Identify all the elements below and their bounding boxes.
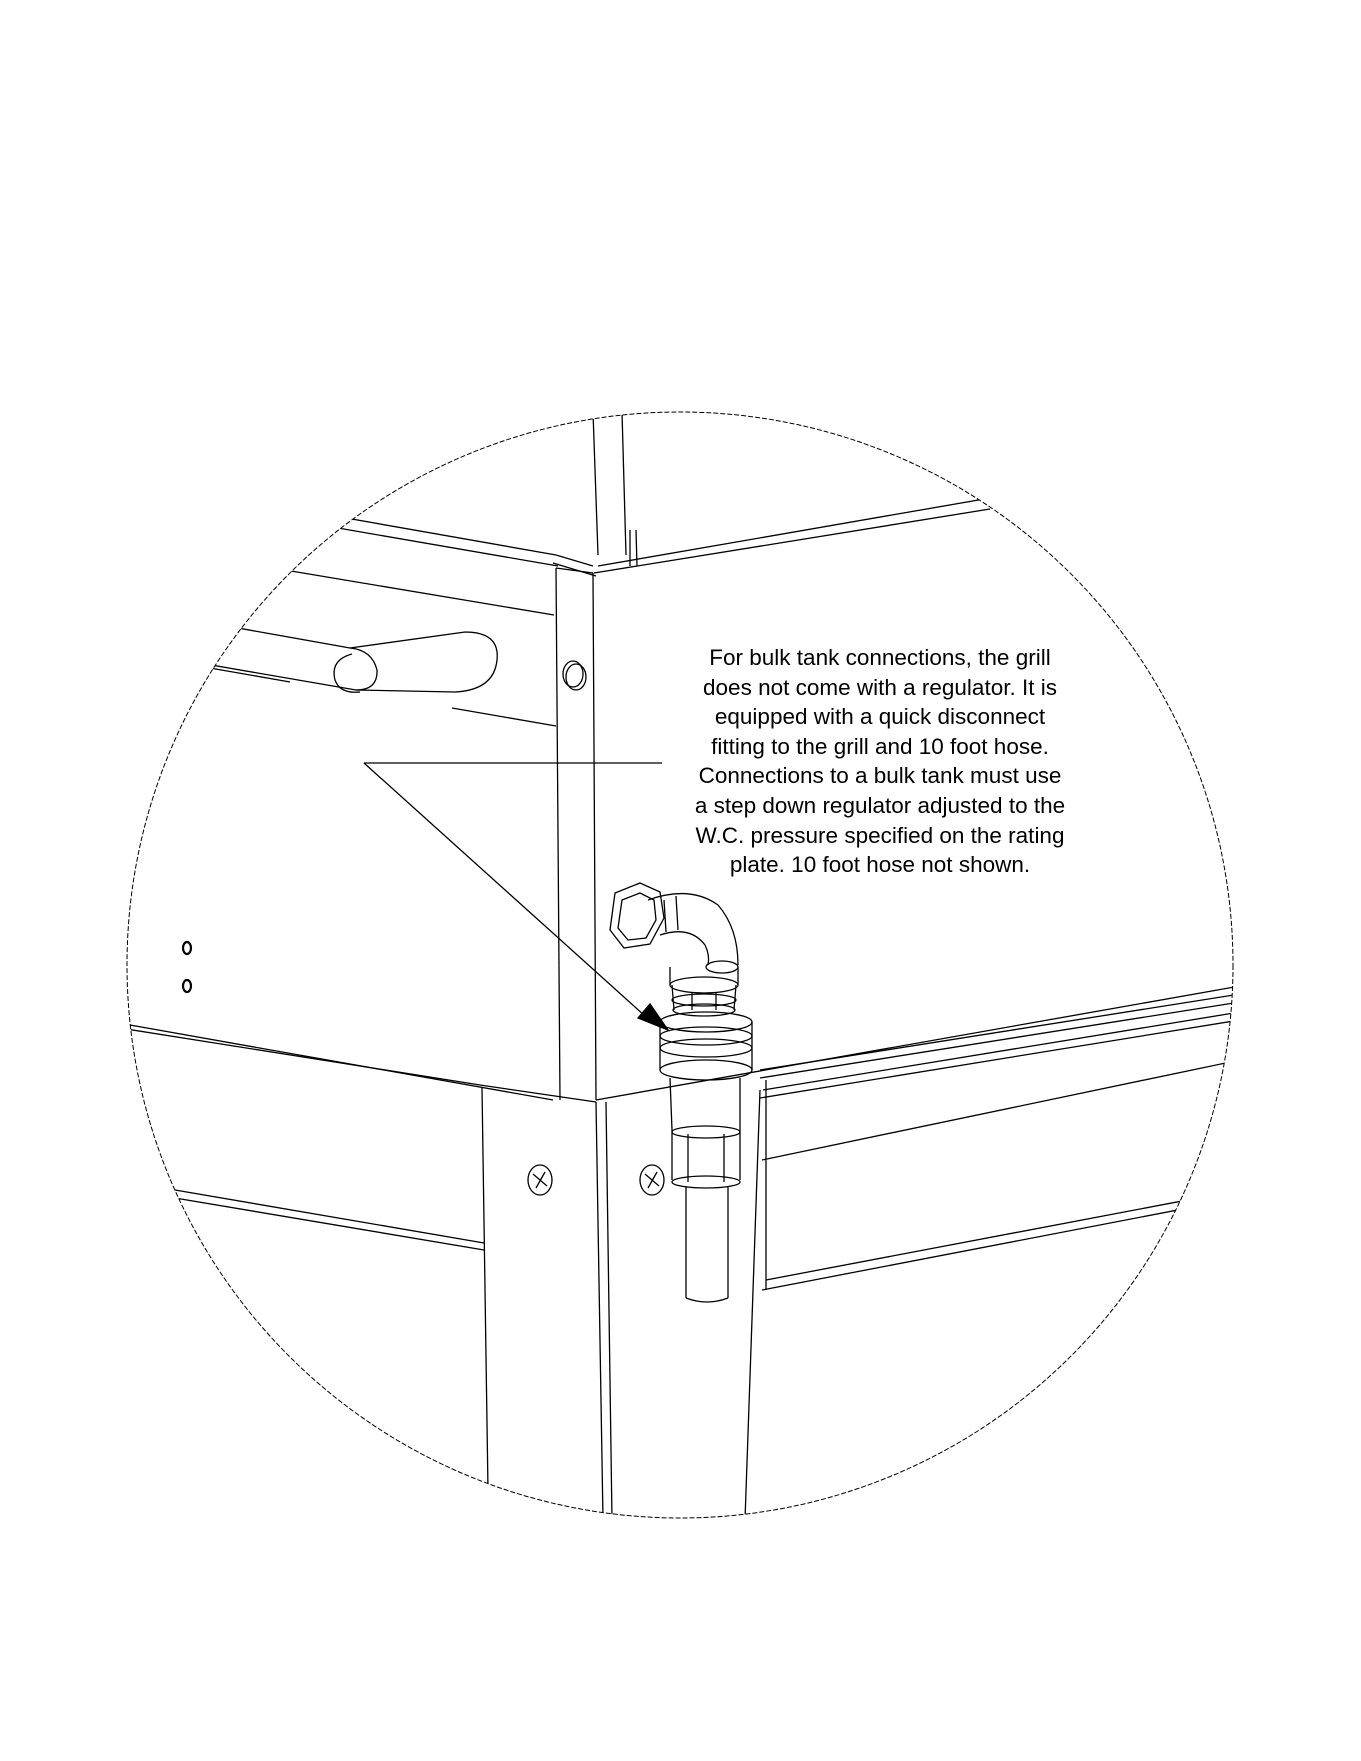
- side-panel-holes: [183, 942, 191, 992]
- callout-leader-line: [364, 763, 668, 1030]
- detail-circle-outline: [127, 412, 1233, 1518]
- cabinet-top-left-edge: [338, 518, 593, 566]
- side-handle: [165, 615, 497, 692]
- side-panel-lines: [130, 570, 556, 1100]
- cabinet-top-right-edge: [594, 498, 990, 573]
- phillips-screws: [528, 1165, 664, 1195]
- lower-cabinet: [120, 1028, 1240, 1520]
- quick-disconnect-fitting: [610, 883, 752, 1302]
- callout-text: For bulk tank connections, the grill does not come with a regulator. It is equipped with a quick disconnect fitting to the grill and 10 foot hose. Connections to a bulk tank must use a step down regulator adjusted to the W.C. pressure specified on the rating plate. 10 foot hose not shown.: [694, 645, 1066, 878]
- corner-post-upper: [553, 563, 596, 1100]
- back-panel-seam: [593, 412, 637, 566]
